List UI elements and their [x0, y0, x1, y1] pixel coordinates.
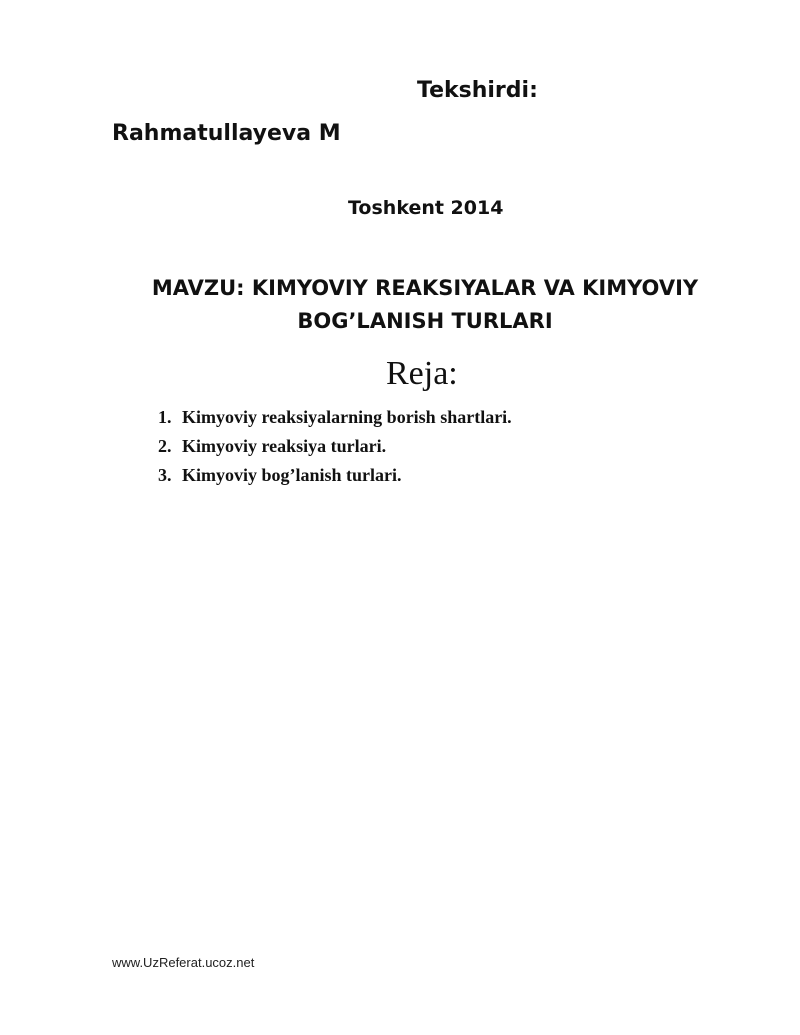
list-item: [158, 432, 512, 461]
topic-title-line-2: BOG’LANISH TURLARI: [297, 309, 553, 333]
checked-by-label: Tekshirdi:: [417, 78, 538, 103]
topic-title-line-1: MAVZU: KIMYOVIY REAKSIYALAR VA KIMYOVIY: [151, 276, 699, 300]
list-item-text: Kimyoviy reaksiya turlari.: [182, 436, 387, 456]
place-year: Toshkent 2014: [348, 197, 504, 219]
topic-title: [100, 272, 750, 338]
list-item: [158, 461, 512, 490]
plan-heading: Reja:: [386, 355, 458, 392]
plan-list: [158, 403, 512, 490]
list-item-number: 1.: [158, 407, 172, 427]
footer-website-link[interactable]: www.UzReferat.ucoz.net: [112, 955, 255, 970]
reviewer-name: Rahmatullayeva M: [112, 121, 341, 146]
list-item: [158, 403, 512, 432]
list-item-number: 2.: [158, 436, 172, 456]
list-item-text: Kimyoviy reaksiyalarning borish shartlari.: [182, 407, 512, 427]
list-item-text: Kimyoviy bog’lanish turlari.: [182, 465, 402, 485]
list-item-number: 3.: [158, 465, 172, 485]
